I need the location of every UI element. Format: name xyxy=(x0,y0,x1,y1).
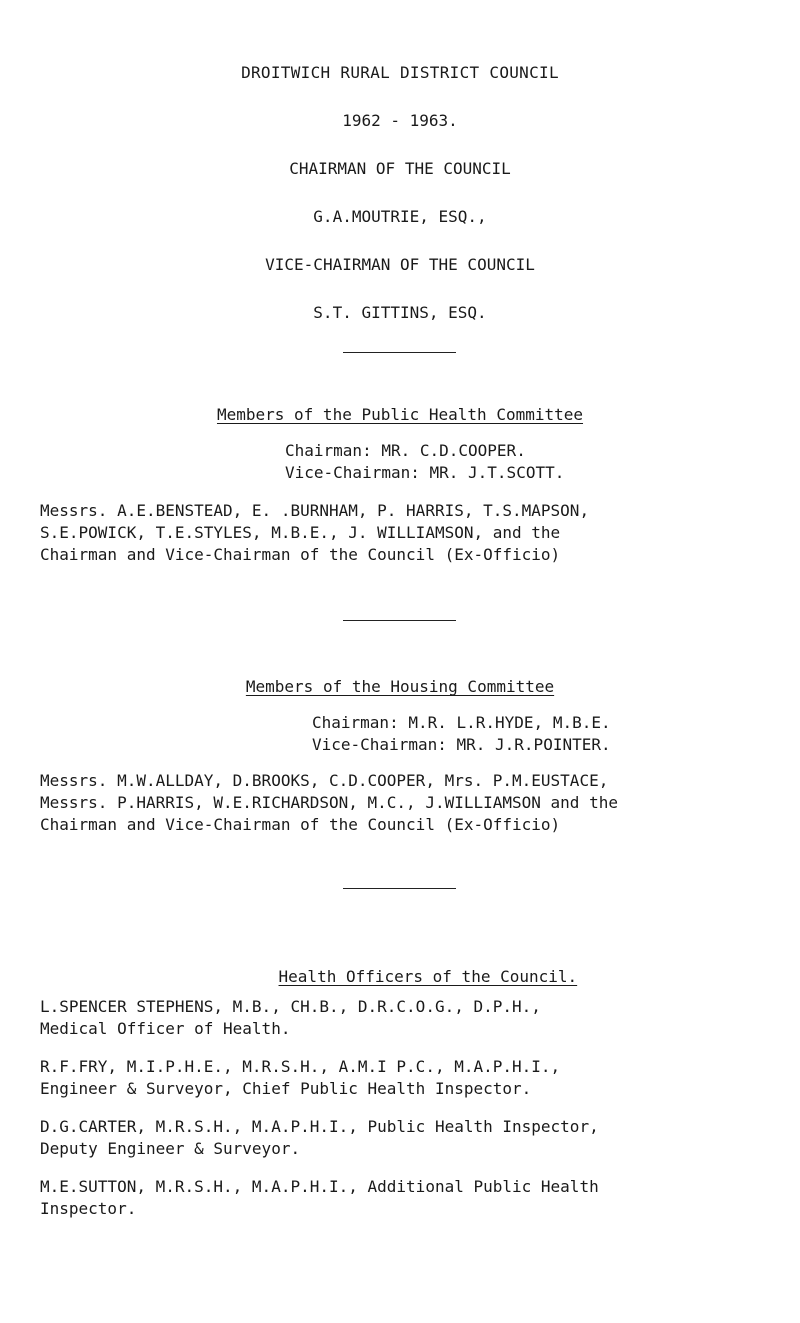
officer-role: Engineer & Surveyor, Chief Public Health Inspector. xyxy=(40,1079,532,1098)
public-health-vice-chairman: Vice-Chairman: MR. J.T.SCOTT. xyxy=(285,463,565,482)
public-health-heading: Members of the Public Health Committee xyxy=(216,405,584,424)
vice-chairman-title: VICE-CHAIRMAN OF THE COUNCIL xyxy=(265,255,535,274)
officers-heading: Health Officers of the Council. xyxy=(278,967,578,986)
public-health-members-line: Messrs. A.E.BENSTEAD, E. .BURNHAM, P. HARRIS, T.S.MAPSON, xyxy=(40,501,590,520)
vice-chairman-name: S.T. GITTINS, ESQ. xyxy=(313,303,487,322)
divider xyxy=(343,620,456,621)
divider xyxy=(343,352,456,353)
housing-members-line: Messrs. M.W.ALLDAY, D.BROOKS, C.D.COOPER, Mrs. P.M.EUSTACE, xyxy=(40,771,609,790)
public-health-members-line: Chairman and Vice-Chairman of the Council (Ex-Officio) xyxy=(40,545,561,564)
officer-role: Medical Officer of Health. xyxy=(40,1019,291,1038)
officer-credentials: R.F.FRY, M.I.P.H.E., M.R.S.H., A.M.I P.C., M.A.P.H.I., xyxy=(40,1057,561,1076)
chairman-title: CHAIRMAN OF THE COUNCIL xyxy=(289,159,511,178)
officer-credentials: L.SPENCER STEPHENS, M.B., CH.B., D.R.C.O.G., D.P.H., xyxy=(40,997,541,1016)
council-year: 1962 - 1963. xyxy=(342,111,458,130)
public-health-members-line: S.E.POWICK, T.E.STYLES, M.B.E., J. WILLIAMSON, and the xyxy=(40,523,561,542)
chairman-name: G.A.MOUTRIE, ESQ., xyxy=(313,207,487,226)
council-name: DROITWICH RURAL DISTRICT COUNCIL xyxy=(241,63,559,82)
housing-chairman: Chairman: M.R. L.R.HYDE, M.B.E. xyxy=(312,713,611,732)
officer-credentials: D.G.CARTER, M.R.S.H., M.A.P.H.I., Public Health Inspector, xyxy=(40,1117,599,1136)
divider xyxy=(343,888,456,889)
housing-heading: Members of the Housing Committee xyxy=(245,677,555,696)
housing-members-line: Messrs. P.HARRIS, W.E.RICHARDSON, M.C., J.WILLIAMSON and the xyxy=(40,793,618,812)
officer-credentials: M.E.SUTTON, M.R.S.H., M.A.P.H.I., Additional Public Health xyxy=(40,1177,599,1196)
housing-members-line: Chairman and Vice-Chairman of the Council (Ex-Officio) xyxy=(40,815,561,834)
officer-role: Inspector. xyxy=(40,1199,137,1218)
officer-role: Deputy Engineer & Surveyor. xyxy=(40,1139,301,1158)
public-health-chairman: Chairman: MR. C.D.COOPER. xyxy=(285,441,526,460)
housing-vice-chairman: Vice-Chairman: MR. J.R.POINTER. xyxy=(312,735,611,754)
